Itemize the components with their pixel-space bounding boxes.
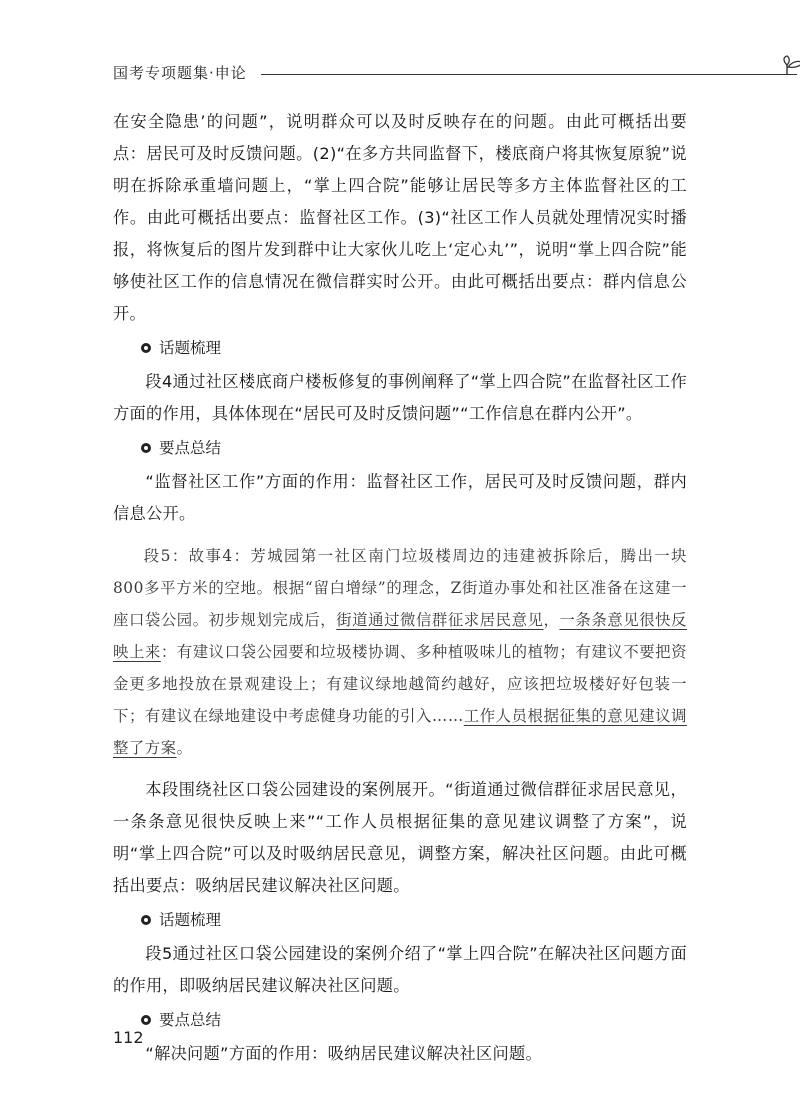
- story-text: ：有建议口袋公园要和垃圾楼协调、多种植吸味儿的植物；有建议不要把资金更多地投放在景观建设上；有建议绿地越简约越好，应该把垃圾楼好好包装一下；有建议在绿地建设中考虑健身功能的引入……: [113, 643, 687, 725]
- header-rule: [261, 74, 797, 75]
- story-excerpt: [113, 540, 687, 764]
- bullet-icon: [141, 443, 151, 453]
- story-text: 段5：故事4：芳城园第一社区南门垃圾楼周边的违建被拆除后，腾出一块800多平方米的空地。根据“留白增绿”的理念，Z街道办事处和社区准备在这建一座口袋公园。初步规划完成后，: [113, 547, 687, 629]
- subheading-topic: [141, 905, 687, 935]
- story-underlined: 街道通过微信群征求居民意见: [336, 611, 544, 629]
- paragraph-summary-4: “监督社区工作”方面的作用：监督社区工作，居民可及时反馈问题，群内信息公开。: [113, 472, 687, 523]
- paragraph-topic-5: 段5通过社区口袋公园建设的案例介绍了“掌上四合院”在解决社区问题方面的作用，即吸纳居民建议解决社区问题。: [113, 944, 687, 995]
- page-content: [113, 106, 687, 1070]
- paragraph-analysis-5: 本段围绕社区口袋公园建设的案例展开。“街道通过微信群征求居民意见，一条条意见很快反映上来”“工作人员根据征集的意见建议调整了方案”，说明“掌上四合院”可以及时吸纳居民意见，调整方案，解决社区问题。由此可概括出要点：吸纳居民建议解决社区问题。: [113, 780, 687, 895]
- header-title: 国考专项题集·申论: [113, 64, 247, 82]
- subheading-label: 话题梳理: [159, 911, 222, 929]
- paragraph-topic-4: 段4通过社区楼底商户楼板修复的事例阐释了“掌上四合院”在监督社区工作方面的作用，具体体现在“居民可及时反馈问题”“工作信息在群内公开”。: [113, 372, 687, 423]
- subheading-label: 要点总结: [159, 1011, 222, 1029]
- bullet-icon: [141, 343, 151, 353]
- bullet-icon: [141, 915, 151, 925]
- paragraph-summary-5: “解决问题”方面的作用：吸纳居民建议解决社区问题。: [145, 1044, 542, 1063]
- story-text: ，: [543, 611, 560, 629]
- running-header: [113, 58, 703, 84]
- subheading-summary: [141, 1005, 687, 1035]
- story-underlined: 工作人员根据征集的意见建议调整了方案: [113, 707, 687, 757]
- story-underlined: 一条条意见很快反映上来: [113, 611, 687, 661]
- paragraph-analysis-4: 在安全隐患’的问题”，说明群众可以及时反映存在的问题。由此可概括出要点：居民可及时反馈问题。(2)“在多方共同监督下，楼底商户将其恢复原貌”说明在拆除承重墙问题上，“掌上四合院”能够让居民等多方主体监督社区的工作。由此可概括出要点：监督社区工作。(3)“社区工作人员就处理情况实时播报，将恢复后的图片发到群中让大家伙儿吃上‘定心丸’”，说明“掌上四合院”能够使社区工作的信息情况在微信群实时公开。由此可概括出要点：群内信息公开。: [113, 112, 687, 323]
- subheading-label: 要点总结: [159, 439, 222, 457]
- subheading-summary: [141, 433, 687, 463]
- sprout-icon: [781, 52, 800, 78]
- bullet-icon: [141, 1015, 151, 1025]
- story-text: 。: [176, 739, 193, 757]
- subheading-topic: [141, 333, 687, 363]
- page-number: 112: [113, 1028, 144, 1047]
- subheading-label: 话题梳理: [159, 339, 222, 357]
